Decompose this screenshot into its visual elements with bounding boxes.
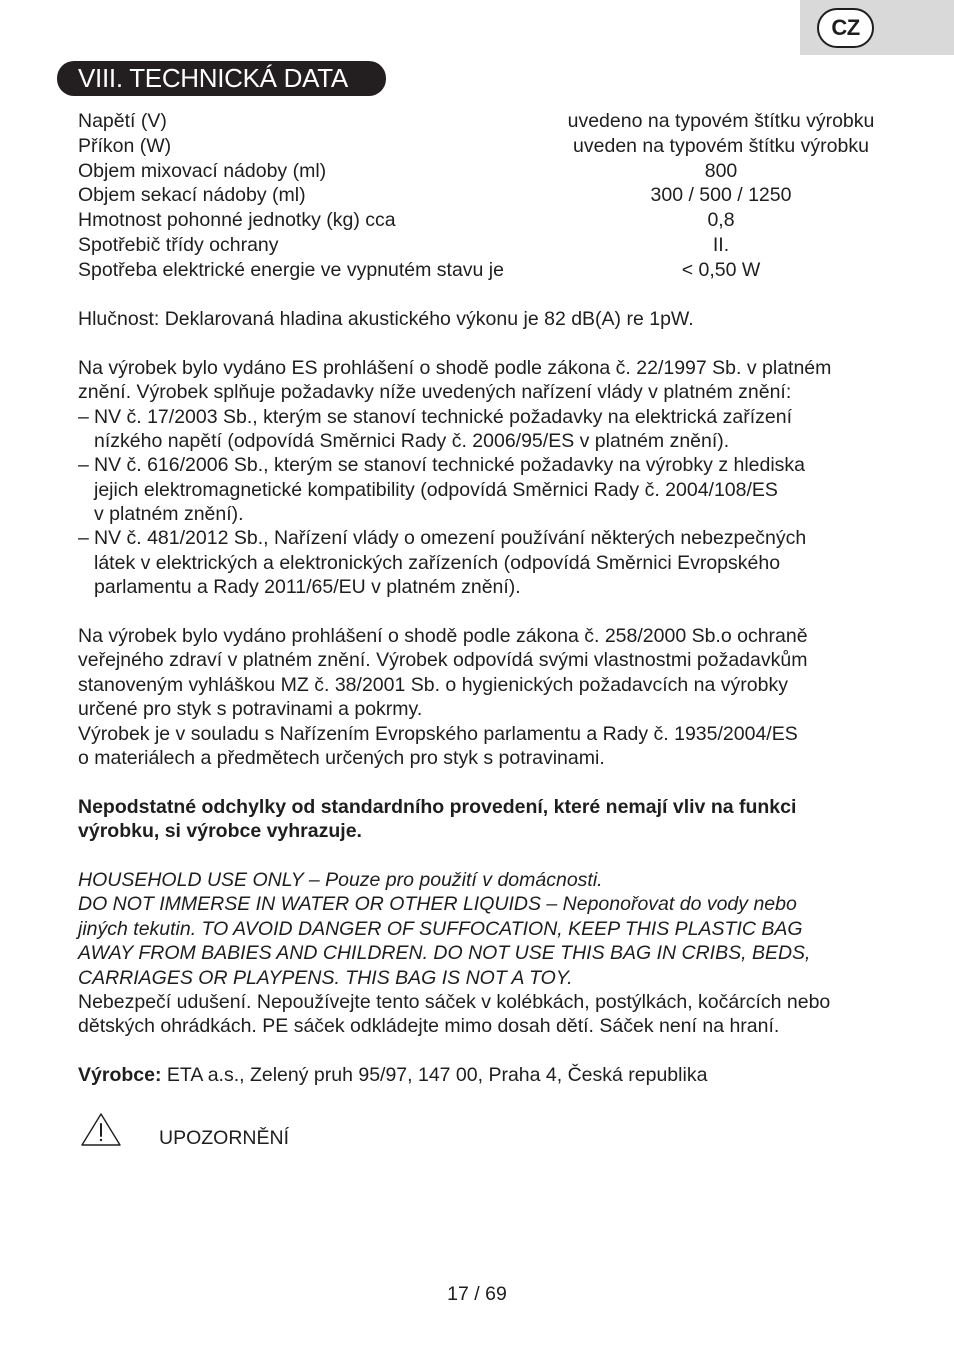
spec-label: Napětí (V) — [78, 110, 167, 132]
bullet-dash: – — [78, 454, 89, 477]
spec-value: II. — [712, 233, 730, 256]
spec-label: Hmotnost pohonné jednotky (kg) cca — [78, 209, 396, 232]
paragraph-line: veřejného zdraví v platném znění. Výrobek odpovídá svými vlastnostmi požadavkům — [78, 649, 808, 672]
spec-label: Objem mixovací nádoby (ml) — [78, 159, 327, 182]
page-number: 17 / 69 — [447, 1283, 507, 1305]
language-tab — [800, 0, 954, 55]
manufacturer-label: Výrobce: — [78, 1064, 162, 1087]
warning-triangle-icon — [80, 1112, 122, 1148]
paragraph-line: dětských ohrádkách. PE sáček odkládejte mimo dosah dětí. Sáček není na hraní. — [78, 1015, 780, 1038]
spec-value: 800 — [704, 159, 738, 182]
paragraph-line: Nebezpečí udušení. Nepoužívejte tento sáček v kolébkách, postýlkách, kočárcích nebo — [78, 990, 831, 1013]
spec-row — [78, 208, 878, 233]
spec-value: 0,8 — [707, 209, 735, 232]
reservation-notice — [78, 795, 878, 844]
paragraph-line: AWAY FROM BABIES AND CHILDREN. DO NOT USE THIS BAG IN CRIBS, BEDS, — [78, 942, 811, 965]
paragraph-line: nízkého napětí (odpovídá Směrnici Rady č. 2006/95/ES v platném znění). — [94, 429, 730, 452]
paragraph-line: HOUSEHOLD USE ONLY – Pouze pro použití v domácnosti. — [78, 868, 603, 891]
spec-row — [78, 159, 878, 184]
paragraph-line: NV č. 17/2003 Sb., kterým se stanoví technické požadavky na elektrická zařízení — [94, 405, 793, 428]
paragraph-line: Nepodstatné odchylky od standardního provedení, které nemají vliv na funkci — [78, 795, 797, 818]
paragraph-line: NV č. 616/2006 Sb., kterým se stanoví technické požadavky na výrobky z hlediska — [94, 454, 806, 477]
spec-label: Příkon (W) — [78, 134, 172, 157]
paragraph-line: CARRIAGES OR PLAYPENS. THIS BAG IS NOT A TOY. — [78, 966, 573, 989]
paragraph-line: Na výrobek bylo vydáno prohlášení o shodě podle zákona č. 258/2000 Sb.o ochraně — [78, 625, 808, 648]
manufacturer-text: ETA a.s., Zelený pruh 95/97, 147 00, Praha 4, Česká republika — [161, 1064, 708, 1087]
paragraph-line: stanoveným vyhláškou MZ č. 38/2001 Sb. o hygienických požadavcích na výrobky — [78, 673, 788, 696]
paragraph-line: parlamentu a Rady 2011/65/EU v platném znění). — [94, 576, 521, 599]
spec-row — [78, 183, 878, 208]
paragraph-line: v platném znění). — [94, 503, 244, 526]
paragraph-line: výrobku, si výrobce vyhrazuje. — [78, 820, 362, 843]
spec-table — [78, 109, 878, 283]
bullet-dash: – — [78, 405, 89, 428]
spec-value: uveden na typovém štítku výrobku — [573, 134, 869, 157]
spec-label: Spotřeba elektrické energie ve vypnutém stavu je — [78, 258, 504, 281]
paragraph-line: jiných tekutin. TO AVOID DANGER OF SUFFOCATION, KEEP THIS PLASTIC BAG — [78, 917, 803, 940]
spec-row — [78, 109, 878, 134]
paragraph-line: jejich elektromagnetické kompatibility (odpovídá Směrnici Rady č. 2004/108/ES — [94, 478, 778, 501]
paragraph-line: Na výrobek bylo vydáno ES prohlášení o shodě podle zákona č. 22/1997 Sb. v platném — [78, 356, 832, 379]
spec-row — [78, 233, 878, 258]
section-title: VIII. TECHNICKÁ DATA — [57, 61, 386, 96]
regulation-item — [78, 453, 878, 526]
bullet-dash: – — [78, 527, 89, 550]
spec-value: uvedeno na typovém štítku výrobku — [567, 110, 875, 132]
spec-value: < 0,50 W — [681, 258, 761, 281]
spec-label: Objem sekací nádoby (ml) — [78, 184, 306, 207]
manufacturer-info — [78, 1063, 878, 1087]
language-badge: CZ — [817, 8, 874, 48]
paragraph-line: NV č. 481/2012 Sb., Nařízení vlády o omezení používání některých nebezpečných — [94, 527, 807, 550]
safety-warnings — [78, 868, 878, 1039]
regulation-item — [78, 526, 878, 599]
warning-label: UPOZORNĚNÍ — [159, 1126, 290, 1149]
spec-row — [78, 134, 878, 159]
es-declaration — [78, 356, 878, 600]
health-declaration — [78, 624, 878, 770]
page-content — [78, 109, 878, 1160]
paragraph-line: znění. Výrobek splňuje požadavky níže uvedených nařízení vlády v platném znění: — [78, 381, 792, 404]
paragraph-line: určené pro styk s potravinami a pokrmy. — [78, 698, 423, 721]
regulation-item — [78, 405, 878, 454]
spec-row — [78, 258, 878, 283]
spec-value: 300 / 500 / 1250 — [650, 184, 792, 207]
paragraph-line: látek v elektrických a elektronických zařízeních (odpovídá Směrnici Evropského — [94, 551, 781, 574]
warning-row — [78, 1112, 878, 1160]
paragraph-line: o materiálech a předmětech určených pro styk s potravinami. — [78, 747, 605, 769]
spec-label: Spotřebič třídy ochrany — [78, 233, 279, 256]
paragraph-line: DO NOT IMMERSE IN WATER OR OTHER LIQUIDS – Neponořovat do vody nebo — [78, 893, 797, 916]
noise-statement: Hlučnost: Deklarovaná hladina akustického výkonu je 82 dB(A) re 1pW. — [78, 307, 694, 330]
paragraph-line: Výrobek je v souladu s Nařízením Evropského parlamentu a Rady č. 1935/2004/ES — [78, 722, 798, 745]
